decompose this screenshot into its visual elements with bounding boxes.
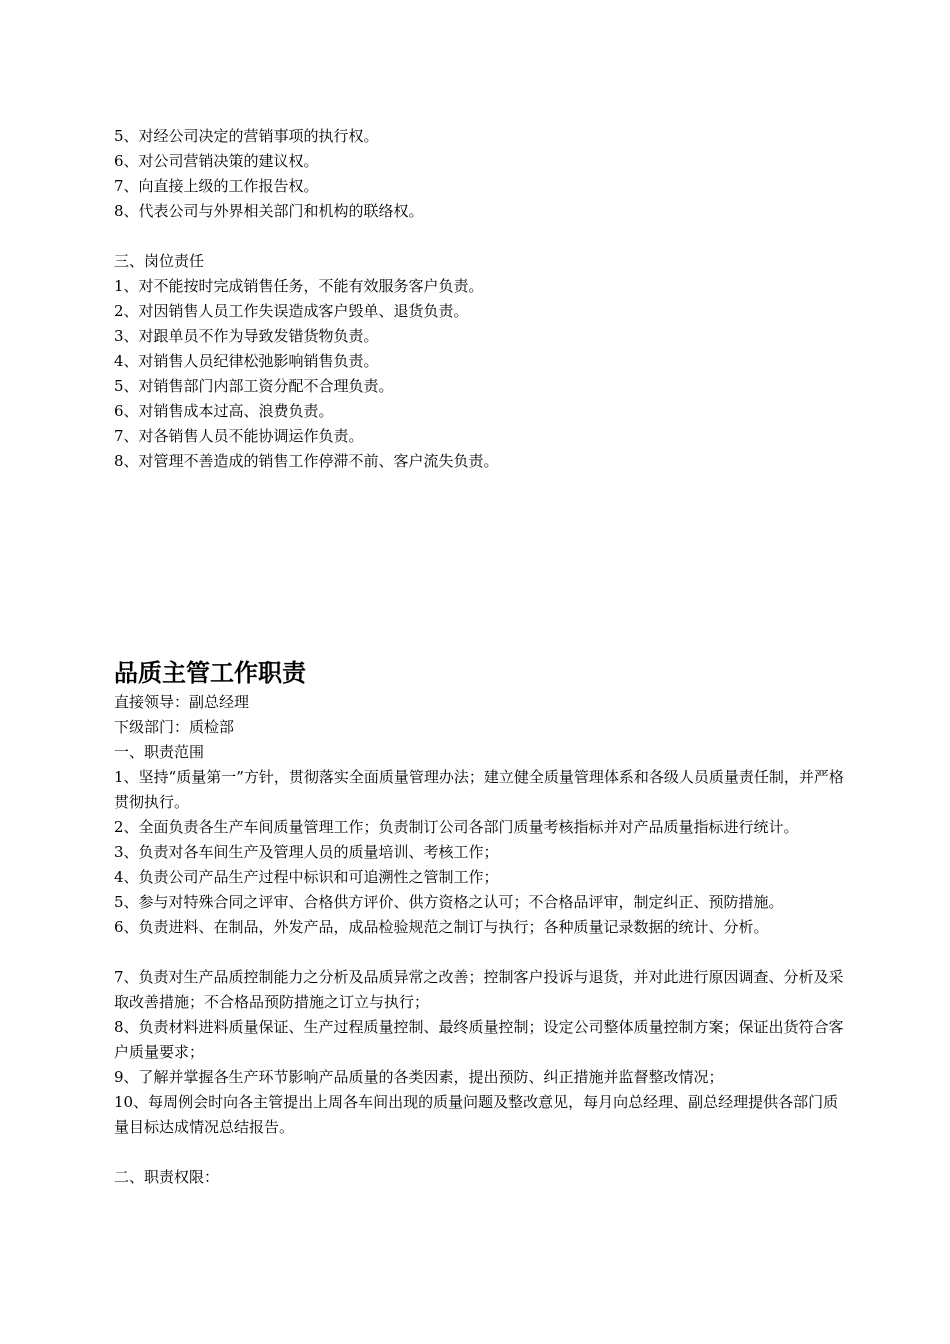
section-title: 品质主管工作职责 [114, 659, 306, 687]
responsibility-item: 7、对各销售人员不能协调运作负责。 [114, 427, 364, 445]
responsibility-item: 8、对管理不善造成的销售工作停滞不前、客户流失负责。 [114, 452, 499, 470]
quality-supervisor-section [114, 656, 844, 1190]
responsibility-item: 2、对因销售人员工作失误造成客户毁单、退货负责。 [114, 302, 469, 320]
responsibility-item: 6、对销售成本过高、浪费负责。 [114, 402, 334, 420]
scope-item: 3、负责对各车间生产及管理人员的质量培训、考核工作； [114, 843, 499, 861]
responsibility-item: 5、对销售部门内部工资分配不合理负责。 [114, 377, 394, 395]
blank-line [114, 1140, 844, 1165]
rights-item: 7、向直接上级的工作报告权。 [114, 177, 319, 195]
rights-item: 8、代表公司与外界相关部门和机构的联络权。 [114, 202, 424, 220]
rights-item: 6、对公司营销决策的建议权。 [114, 152, 319, 170]
scope-item: 1、坚持“质量第一”方针，贯彻落实全面质量管理办法；建立健全质量管理体系和各级人员质量责任制，并严格贯彻执行。 [114, 768, 844, 811]
responsibility-item: 1、对不能按时完成销售任务，不能有效服务客户负责。 [114, 277, 484, 295]
responsibility-item: 4、对销售人员纪律松弛影响销售负责。 [114, 352, 379, 370]
sales-duties-continuation [114, 124, 844, 474]
direct-leader: 直接领导：副总经理 [114, 693, 250, 711]
scope-item: 5、参与对特殊合同之评审、合格供方评价、供方资格之认可；不合格品评审，制定纠正、预防措施。 [114, 893, 784, 911]
blank-line [114, 940, 844, 965]
scope-item: 4、负责公司产品生产过程中标识和可追溯性之管制工作； [114, 868, 499, 886]
responsibility-heading: 三、岗位责任 [114, 252, 205, 270]
scope-item: 9、了解并掌握各生产环节影响产品质量的各类因素，提出预防、纠正措施并监督整改情况； [114, 1068, 724, 1086]
scope-item: 7、负责对生产品质控制能力之分析及品质异常之改善；控制客户投诉与退货，并对此进行原因调查、分析及采取改善措施；不合格品预防措施之订立与执行； [114, 968, 844, 1011]
scope-heading: 一、职责范围 [114, 743, 205, 761]
responsibility-item: 3、对跟单员不作为导致发错货物负责。 [114, 327, 379, 345]
scope-item: 6、负责进料、在制品，外发产品，成品检验规范之制订与执行；各种质量记录数据的统计、分析。 [114, 918, 769, 936]
blank-line [114, 224, 844, 249]
authority-heading: 二、职责权限： [114, 1168, 220, 1186]
subordinate-dept: 下级部门：质检部 [114, 718, 235, 736]
rights-item: 5、对经公司决定的营销事项的执行权。 [114, 127, 379, 145]
scope-item: 2、全面负责各生产车间质量管理工作；负责制订公司各部门质量考核指标并对产品质量指标进行统计。 [114, 818, 799, 836]
scope-item: 10、每周例会时向各主管提出上周各车间出现的质量问题及整改意见，每月向总经理、副总经理提供各部门质量目标达成情况总结报告。 [114, 1093, 839, 1136]
scope-item: 8、负责材料进料质量保证、生产过程质量控制、最终质量控制；设定公司整体质量控制方案；保证出货符合客户质量要求； [114, 1018, 844, 1061]
